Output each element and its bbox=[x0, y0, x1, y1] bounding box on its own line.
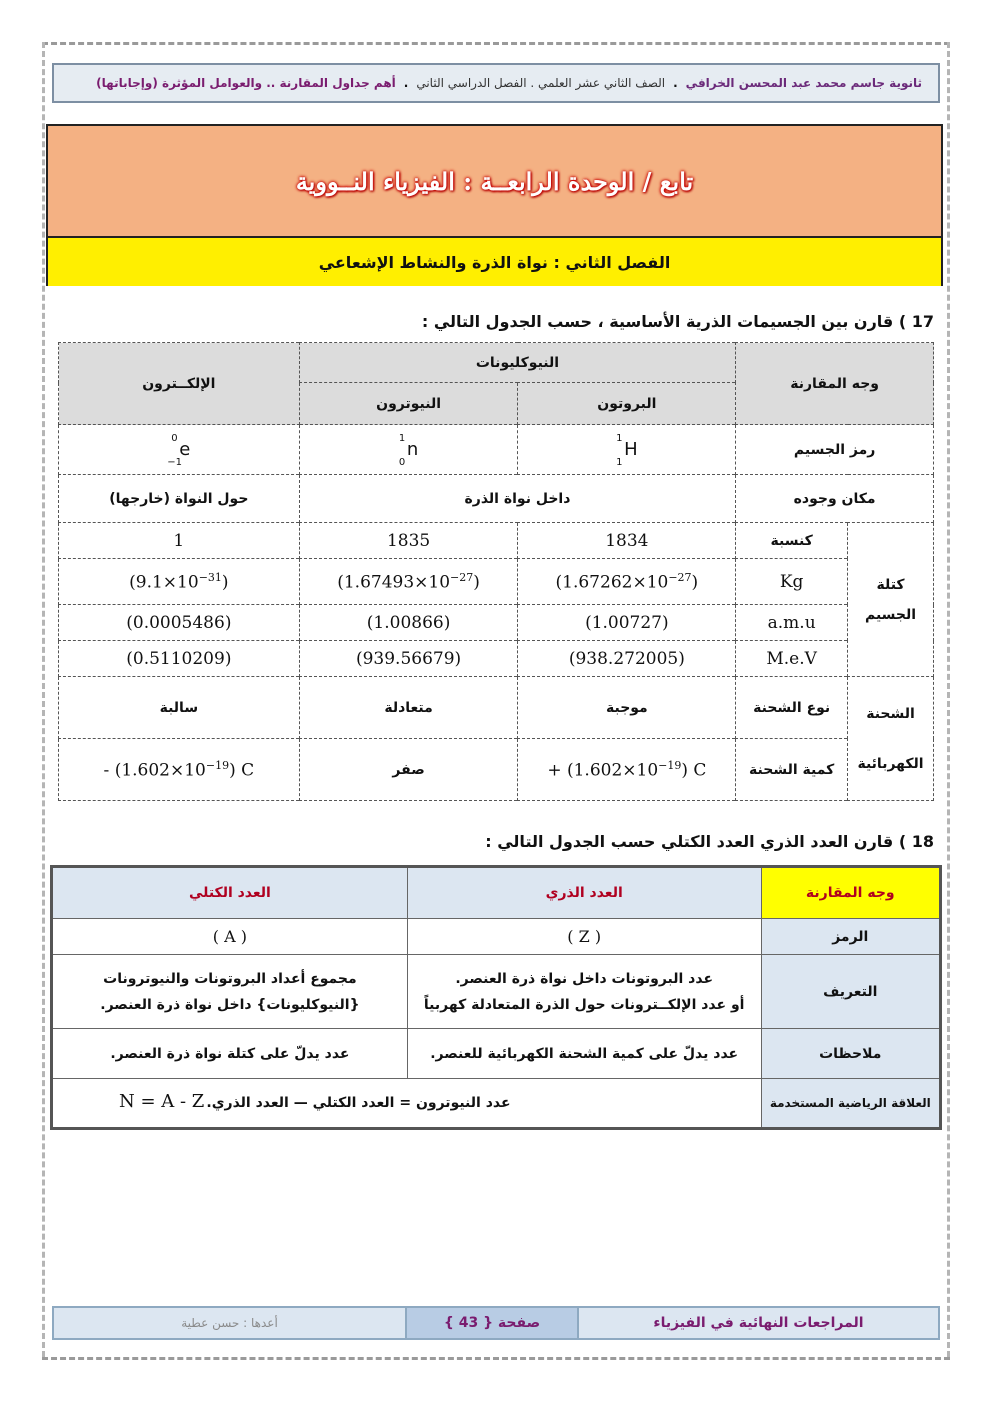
location-nucleons: داخل نواة الذرة bbox=[299, 475, 736, 523]
neutron-charge-qty: صفر bbox=[299, 739, 518, 801]
mass-definition: مجموع أعداد البروتونات والنيوترونات {النيوكليونات} داخل نواة ذرة العنصر. bbox=[52, 955, 408, 1029]
header-aspect: وجه المقارنة bbox=[761, 867, 940, 919]
notes-label: ملاحظات bbox=[761, 1029, 940, 1079]
question-text: قارن العدد الذري العدد الكتلي حسب الجدول التالي : bbox=[485, 832, 894, 851]
page-border-bottom bbox=[42, 1357, 950, 1364]
electron-kg: $(9.1\times 10^{-31})$ bbox=[59, 559, 300, 605]
electron-charge-qty: - $(1.602\times 10^{-19})$ C bbox=[59, 739, 300, 801]
electron-amu: (0.0005486) bbox=[59, 605, 300, 641]
electron-symbol: 0 −1 e bbox=[59, 425, 300, 475]
chapter-title: الفصل الثاني : نواة الذرة والنشاط الإشعاعي bbox=[48, 238, 941, 286]
neutron-rel-mass: 1835 bbox=[299, 523, 518, 559]
proton-mev: (938.272005) bbox=[518, 641, 736, 677]
neutron-charge-type: متعادلة bbox=[299, 677, 518, 739]
unit-title: تابع / الوحدة الرابعــة : الفيزياء النــووية bbox=[48, 126, 941, 238]
question-number: 18 ) bbox=[898, 832, 934, 851]
atomic-definition: عدد البروتونات داخل نواة ذرة العنصر. أو عدد الإلكــترونات حول الذرة المتعادلة كهربياً bbox=[407, 955, 761, 1029]
proton-kg: $(1.67262\times 10^{-27})$ bbox=[518, 559, 736, 605]
neutron-symbol: 1 0 n bbox=[299, 425, 518, 475]
proton-charge-type: موجبة bbox=[518, 677, 736, 739]
footer-title: المراجعات النهائية في الفيزياء bbox=[653, 1315, 864, 1331]
symbol-label: الرمز bbox=[761, 919, 940, 955]
header-nucleons: النيوكليونات bbox=[299, 343, 736, 383]
electron-rel-mass: 1 bbox=[59, 523, 300, 559]
question-17-title bbox=[422, 312, 934, 331]
header-proton: البروتون bbox=[518, 383, 736, 425]
footer-author: أعدها : حسن عطية bbox=[181, 1316, 278, 1330]
unit-box bbox=[46, 124, 943, 286]
header-mass-number: العدد الكتلي bbox=[52, 867, 408, 919]
header-atomic-number: العدد الذري bbox=[407, 867, 761, 919]
page-number: صفحة { 43 } bbox=[405, 1308, 579, 1338]
relation-cell bbox=[52, 1079, 762, 1129]
symbol-label: رمز الجسيم bbox=[736, 425, 934, 475]
proton-charge-qty: + $(1.602\times 10^{-19})$ C bbox=[518, 739, 736, 801]
rel-mass-label: كنسبة bbox=[736, 523, 848, 559]
school-name: ثانوية جاسم محمد عبد المحسن الخرافي bbox=[685, 76, 922, 90]
header-neutron: النيوترون bbox=[299, 383, 518, 425]
question-text: قارن بين الجسيمات الذرية الأساسية ، حسب الجدول التالي : bbox=[421, 312, 894, 331]
location-electron: حول النواة (خارجها) bbox=[59, 475, 300, 523]
mev-label: M.e.V bbox=[736, 641, 848, 677]
mass-symbol: ( A ) bbox=[52, 919, 408, 955]
relation-label: العلاقة الرياضية المستخدمة bbox=[761, 1079, 940, 1129]
amu-label: a.m.u bbox=[736, 605, 848, 641]
header-aspect: وجه المقارنة bbox=[736, 343, 934, 425]
charge-qty-label: كمية الشحنة bbox=[736, 739, 848, 801]
relation-formula: N = A - Z bbox=[119, 1091, 205, 1112]
page-border-top bbox=[42, 42, 950, 49]
page-border-left bbox=[42, 42, 45, 1357]
atomic-mass-number-table bbox=[50, 865, 942, 1130]
relation-text: عدد النيوترون = العدد الكتلي — العدد الذري. bbox=[206, 1095, 511, 1111]
atomic-notes: عدد يدلّ على كمية الشحنة الكهربائية للعنصر. bbox=[407, 1029, 761, 1079]
electron-charge-type: سالبة bbox=[59, 677, 300, 739]
proton-symbol: 1 1 H bbox=[518, 425, 736, 475]
location-label: مكان وجوده bbox=[736, 475, 934, 523]
question-18-title bbox=[485, 832, 934, 851]
page-border-right bbox=[947, 42, 950, 1357]
definition-label: التعريف bbox=[761, 955, 940, 1029]
mass-label: كتلة الجسيم bbox=[848, 523, 934, 677]
header-electron: الإلكــترون bbox=[59, 343, 300, 425]
class-info: الصف الثاني عشر العلمي . الفصل الدراسي الثاني bbox=[416, 76, 666, 90]
question-number: 17 ) bbox=[898, 312, 934, 331]
kg-label: Kg bbox=[736, 559, 848, 605]
atomic-symbol: ( Z ) bbox=[407, 919, 761, 955]
charge-type-label: نوع الشحنة bbox=[736, 677, 848, 739]
proton-amu: (1.00727) bbox=[518, 605, 736, 641]
header-topic: أهم جداول المقارنة .. والعوامل المؤثرة (وإجاباتها) bbox=[96, 76, 396, 90]
proton-rel-mass: 1834 bbox=[518, 523, 736, 559]
neutron-mev: (939.56679) bbox=[299, 641, 518, 677]
neutron-amu: (1.00866) bbox=[299, 605, 518, 641]
charge-label: الشحنة الكهربائية bbox=[848, 677, 934, 801]
particles-comparison-table bbox=[58, 342, 934, 801]
electron-mev: (0.5110209) bbox=[59, 641, 300, 677]
mass-notes: عدد يدلّ على كتلة نواة ذرة العنصر. bbox=[52, 1029, 408, 1079]
page-footer bbox=[52, 1306, 940, 1340]
page-header: ثانوية جاسم محمد عبد المحسن الخرافي . الصف الثاني عشر العلمي . الفصل الدراسي الثاني . أهم جداول المقارنة .. والعوامل المؤثرة (وإجاباتها) bbox=[52, 63, 940, 103]
neutron-kg: $(1.67493\times 10^{-27})$ bbox=[299, 559, 518, 605]
